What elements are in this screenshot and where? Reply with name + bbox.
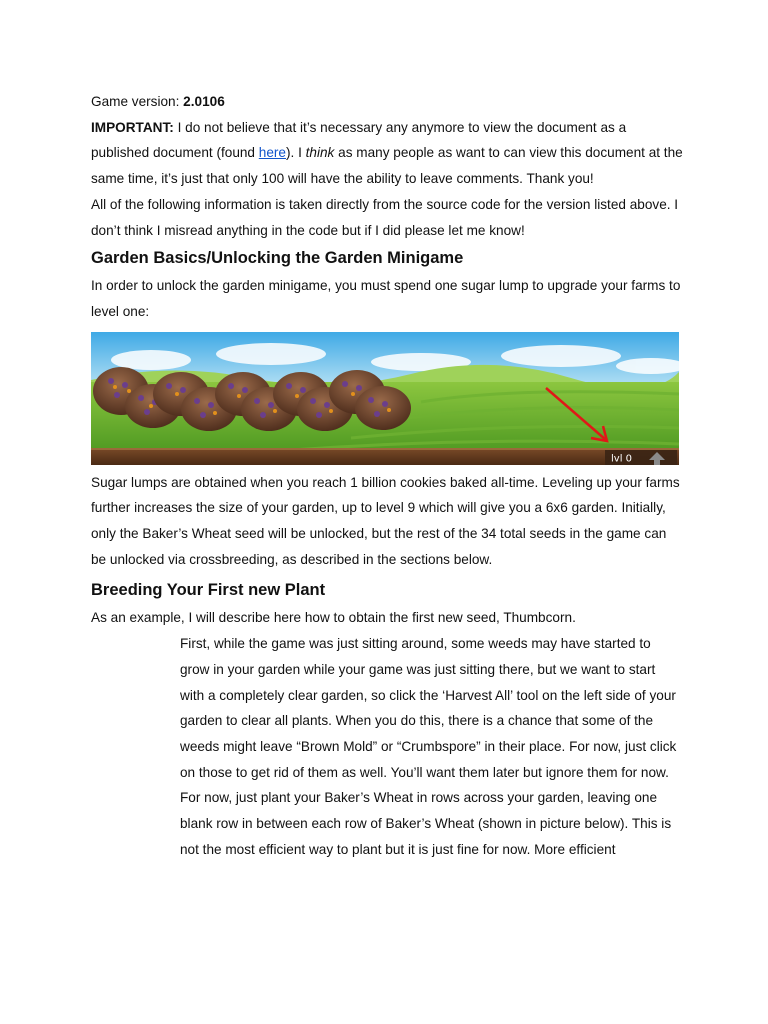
step-harvest-all: First, while the game was just sitting around, some weeds may have started to grow in your garden while your game was just sitting there, but we want to start with a completely clear garden, so click the ‘Harvest All’ tool on the left side of your garden to clear all plants. When you do this, there is a chance that some of the weeds might leave “Brown Mold” or “Crumbspore” in their place. For now, just click on those to get rid of them as well. You’ll want them later but ignore them for now.: [180, 636, 677, 780]
section-heading-garden-basics: Garden Basics/Unlocking the Garden Minigame: [91, 249, 464, 268]
here-link[interactable]: here: [258, 145, 286, 161]
example-paragraph: As an example, I will describe here how to obtain the first new seed, Thumbcorn.: [91, 610, 576, 626]
important-label: IMPORTANT:: [91, 119, 174, 135]
intro-note: All of the following information is taken directly from the source code for the version listed above. I don’t think I misread anything in the code but if I did please let me know!: [91, 196, 679, 238]
important-note: [91, 115, 683, 192]
version-label: Game version:: [91, 94, 184, 109]
unlock-paragraph: In order to unlock the garden minigame, you must spend one sugar lump to upgrade your farms to level one:: [91, 278, 681, 319]
level-label: lvl 0: [611, 453, 633, 465]
document-page: [91, 89, 683, 862]
version-line: [91, 89, 683, 115]
farm-banner-image: [91, 332, 679, 465]
section-heading-breeding: Breeding Your First new Plant: [91, 581, 326, 600]
think-italic: think: [305, 145, 335, 161]
important-text-1: I do not believe that it’s necessary any anymore to view the document as a published document (found: [91, 119, 627, 161]
step-plant-wheat: For now, just plant your Baker’s Wheat in rows across your garden, leaving one blank row in between each row of Baker’s Wheat (shown in picture below). This is not the most efficient way to plant but it is just fine for now. More efficient: [180, 790, 672, 857]
important-text-3: as many people as want to can view this document at the same time, it’s just that only 100 will have the ability to leave comments. Thank you!: [91, 145, 683, 187]
important-text-2: ). I: [286, 145, 306, 161]
farm-mounds: [93, 367, 411, 431]
version-value: 2.0106: [183, 94, 225, 109]
sugar-lumps-paragraph: Sugar lumps are obtained when you reach 1 billion cookies baked all-time. Leveling up your farms further increases the size of your garden, up to level 9 which will give you a 6x6 garden. Initially, only the Baker’s Wheat seed will be unlocked, but the rest of the 34 total seeds in the game can be unlocked via crossbreeding, as described in the sections below.: [91, 474, 680, 567]
